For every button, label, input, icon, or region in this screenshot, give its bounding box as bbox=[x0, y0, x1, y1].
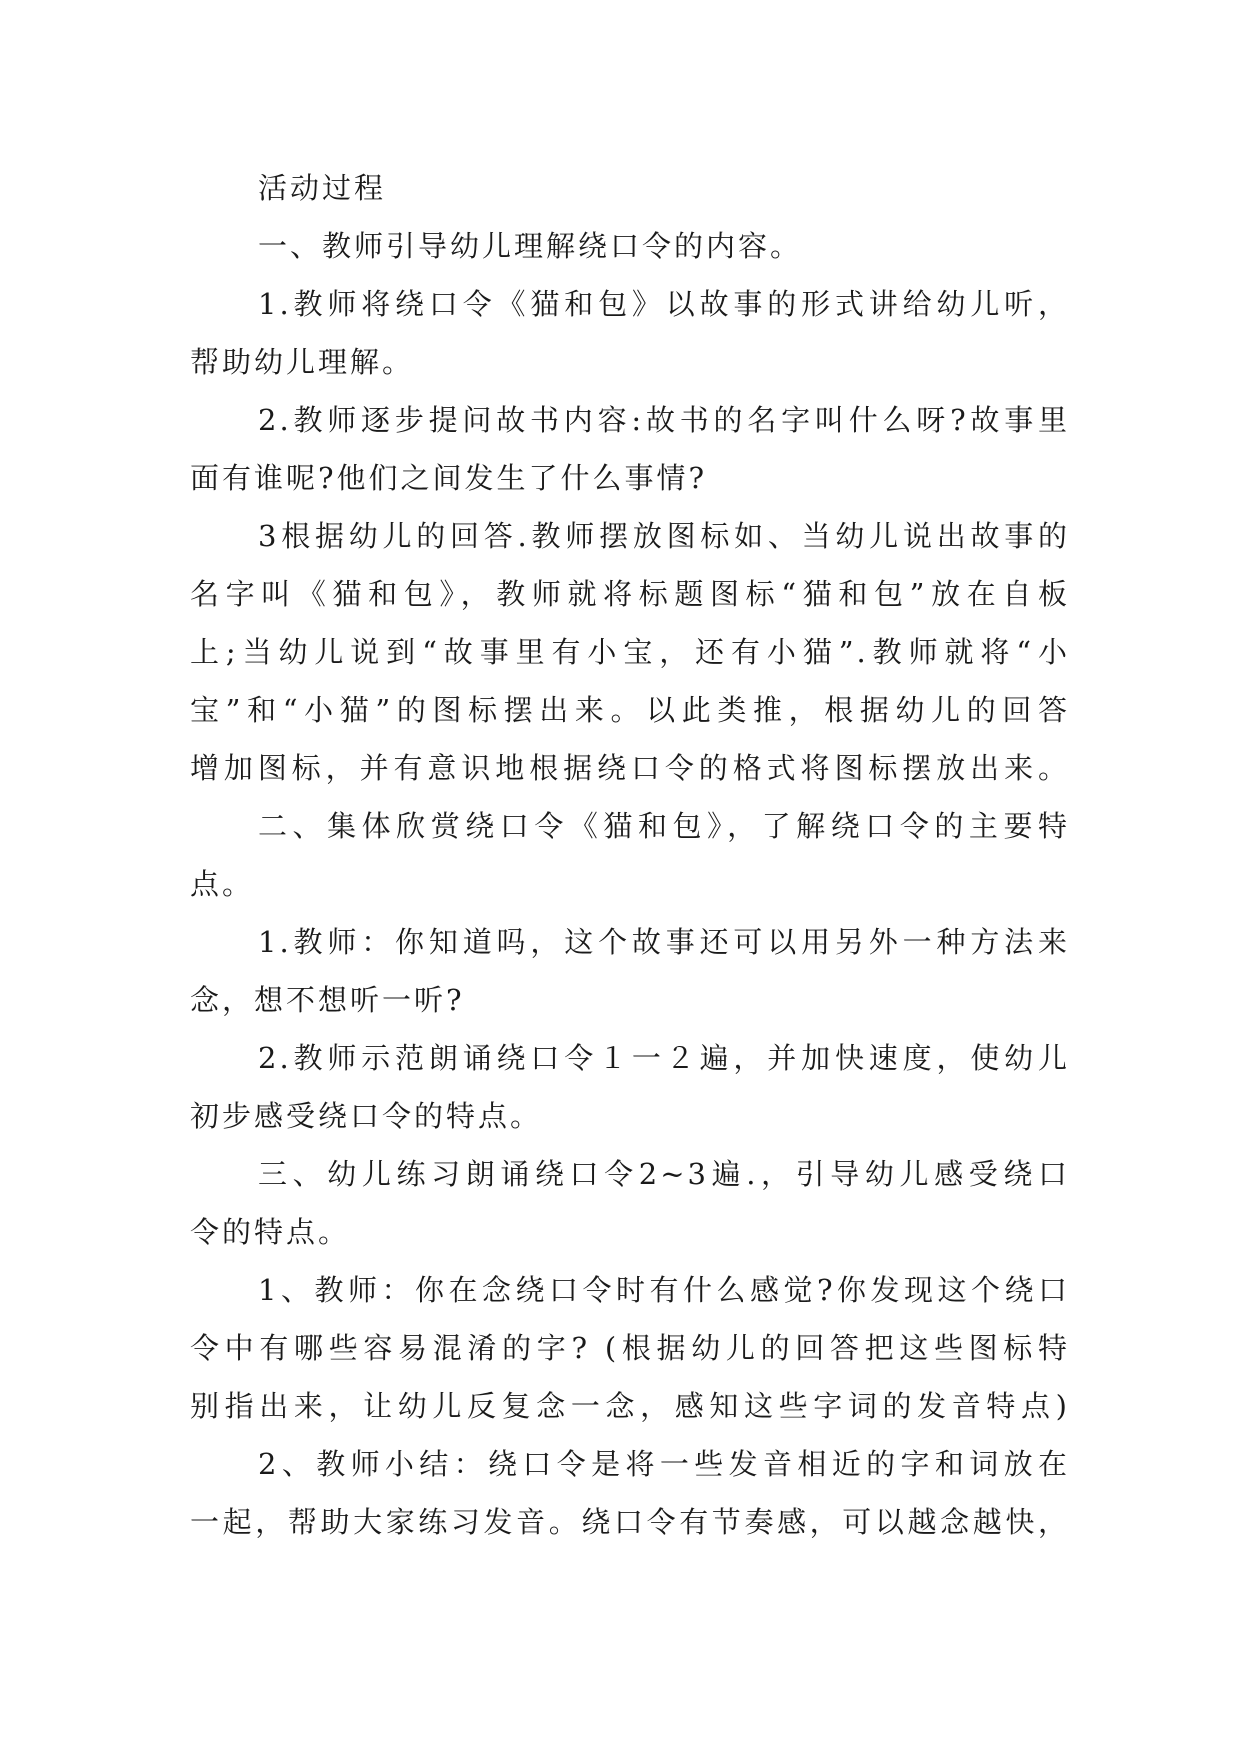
paragraph-line: 令的特点。 bbox=[190, 1215, 351, 1249]
paragraph-line: 一起，帮助大家练习发音。绕口令有节奏感，可以越念越快， bbox=[190, 1505, 1070, 1539]
paragraph-line: 1、教师：你在念绕口令时有什么感觉?你发现这个绕口 bbox=[258, 1273, 1070, 1307]
paragraph-line: 宝”和“小猫”的图标摆出来。以此类推，根据幼儿的回答 bbox=[190, 693, 1070, 727]
paragraph-line: 上;当幼儿说到“故事里有小宝，还有小猫”.教师就将“小 bbox=[190, 635, 1070, 669]
paragraph-line: 点。 bbox=[190, 867, 255, 901]
paragraph-line: 念，想不想听一听? bbox=[190, 983, 465, 1017]
paragraph-line: 别指出来，让幼儿反复念一念，感知这些字词的发音特点) bbox=[190, 1389, 1070, 1423]
paragraph-line: 2.教师示范朗诵绕口令１一２遍，并加快速度，使幼儿 bbox=[258, 1041, 1070, 1075]
paragraph-line: 2.教师逐步提问故书内容:故书的名字叫什么呀?故事里 bbox=[258, 403, 1070, 437]
paragraph-line: 1.教师将绕口令《猫和包》以故事的形式讲给幼儿听， bbox=[258, 287, 1070, 321]
paragraph-line: 令中有哪些容易混淆的字? (根据幼儿的回答把这些图标特 bbox=[190, 1331, 1070, 1365]
paragraph-line: 名字叫《猫和包》，教师就将标题图标“猫和包”放在自板 bbox=[190, 577, 1070, 611]
paragraph-line: 增加图标，并有意识地根据绕口令的格式将图标摆放出来。 bbox=[190, 751, 1070, 785]
paragraph-line: 一、教师引导幼儿理解绕口令的内容。 bbox=[258, 229, 803, 263]
paragraph-line: 面有谁呢?他们之间发生了什么事情? bbox=[190, 461, 708, 495]
paragraph-line: 1.教师：你知道吗，这个故事还可以用另外一种方法来 bbox=[258, 925, 1070, 959]
paragraph-line: 帮助幼儿理解。 bbox=[190, 345, 415, 379]
paragraph-line: 二、集体欣赏绕口令《猫和包》，了解绕口令的主要特 bbox=[258, 809, 1070, 843]
paragraph-line: 三、幼儿练习朗诵绕口令2~3遍.，引导幼儿感受绕口 bbox=[258, 1157, 1070, 1191]
section-heading: 活动过程 bbox=[258, 171, 387, 205]
paragraph-line: 2、教师小结：绕口令是将一些发音相近的字和词放在 bbox=[258, 1447, 1070, 1481]
paragraph-line: 初步感受绕口令的特点。 bbox=[190, 1099, 543, 1133]
paragraph-line: 3根据幼儿的回答.教师摆放图标如、当幼儿说出故事的 bbox=[258, 519, 1070, 553]
